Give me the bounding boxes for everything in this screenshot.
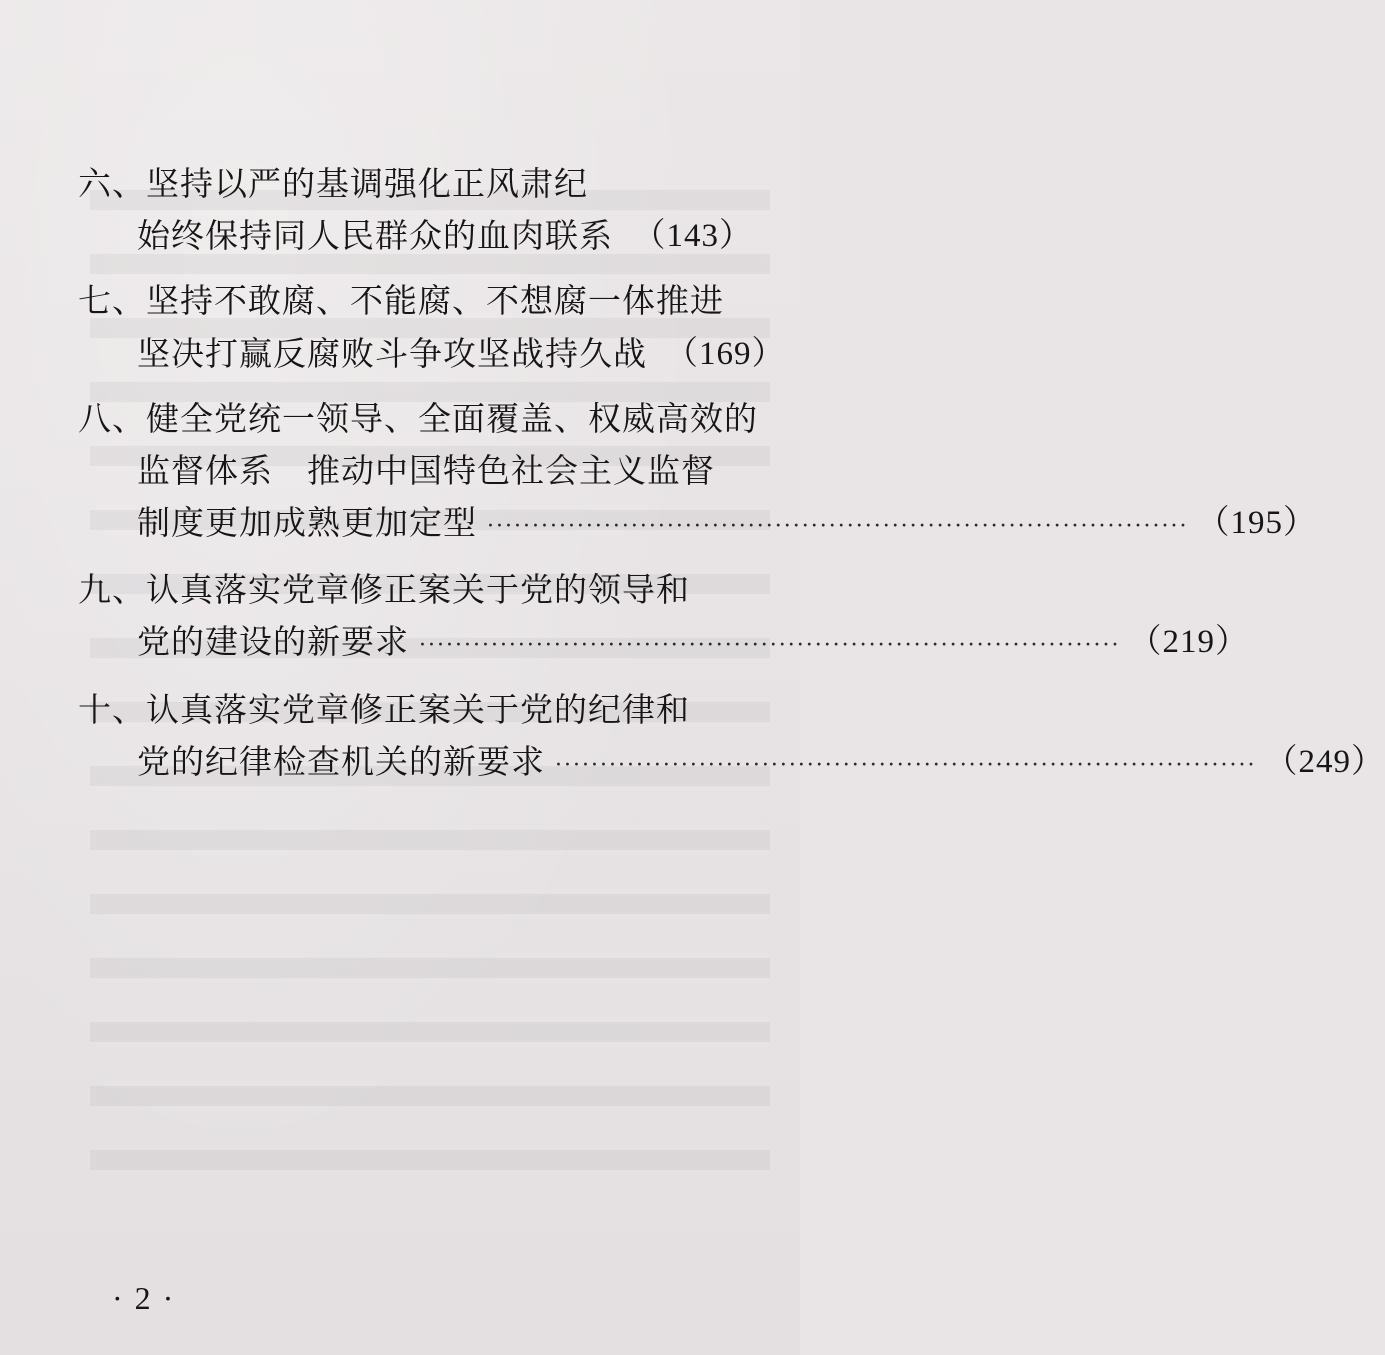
toc-entry-9-last-line[interactable] <box>137 618 1249 666</box>
toc-entry-7-title: 坚决打赢反腐败斗争攻坚战持久战 <box>137 334 647 373</box>
toc-entry-7-page: （169） <box>665 336 786 372</box>
toc-entry-10-last-line[interactable] <box>137 738 1385 786</box>
toc-entry-6-last-line[interactable] <box>137 212 753 260</box>
leader-dots: ·············································································· <box>487 514 1189 539</box>
toc-entry-6-title: 始终保持同人民群众的血肉联系 <box>137 216 613 255</box>
toc-entry-6-page: （143） <box>632 218 753 254</box>
toc-entry-8-last-line[interactable] <box>137 499 1317 547</box>
toc-entry-8-page: （195） <box>1196 505 1317 541</box>
toc-entry-8-title: 制度更加成熟更加定型 <box>137 503 477 542</box>
toc-entry-8-heading: 八、健全党统一领导、全面覆盖、权威高效的 <box>78 399 758 438</box>
toc-entry-9-page: （219） <box>1128 624 1249 660</box>
toc-entry-9-heading: 九、认真落实党章修正案关于党的领导和 <box>78 570 690 609</box>
toc-entry-10-title: 党的纪律检查机关的新要求 <box>137 742 545 781</box>
toc-entry-9-title: 党的建设的新要求 <box>137 622 409 661</box>
toc-entry-10-page: （249） <box>1264 744 1385 780</box>
toc-entry-10-heading: 十、认真落实党章修正案关于党的纪律和 <box>78 690 690 729</box>
toc-entry-8-continuation: 监督体系 推动中国特色社会主义监督 <box>137 451 715 490</box>
toc-entry-7-heading: 七、坚持不敢腐、不能腐、不想腐一体推进 <box>78 281 724 320</box>
leader-dots: ·············································································· <box>555 753 1257 778</box>
leader-dots: ·············································································· <box>419 633 1121 658</box>
leader-dots <box>623 216 625 264</box>
toc-entry-7-last-line[interactable] <box>137 330 786 378</box>
page-number: · 2 · <box>112 1280 176 1316</box>
toc-entry-6-heading: 六、坚持以严的基调强化正风肃纪 <box>78 164 588 203</box>
